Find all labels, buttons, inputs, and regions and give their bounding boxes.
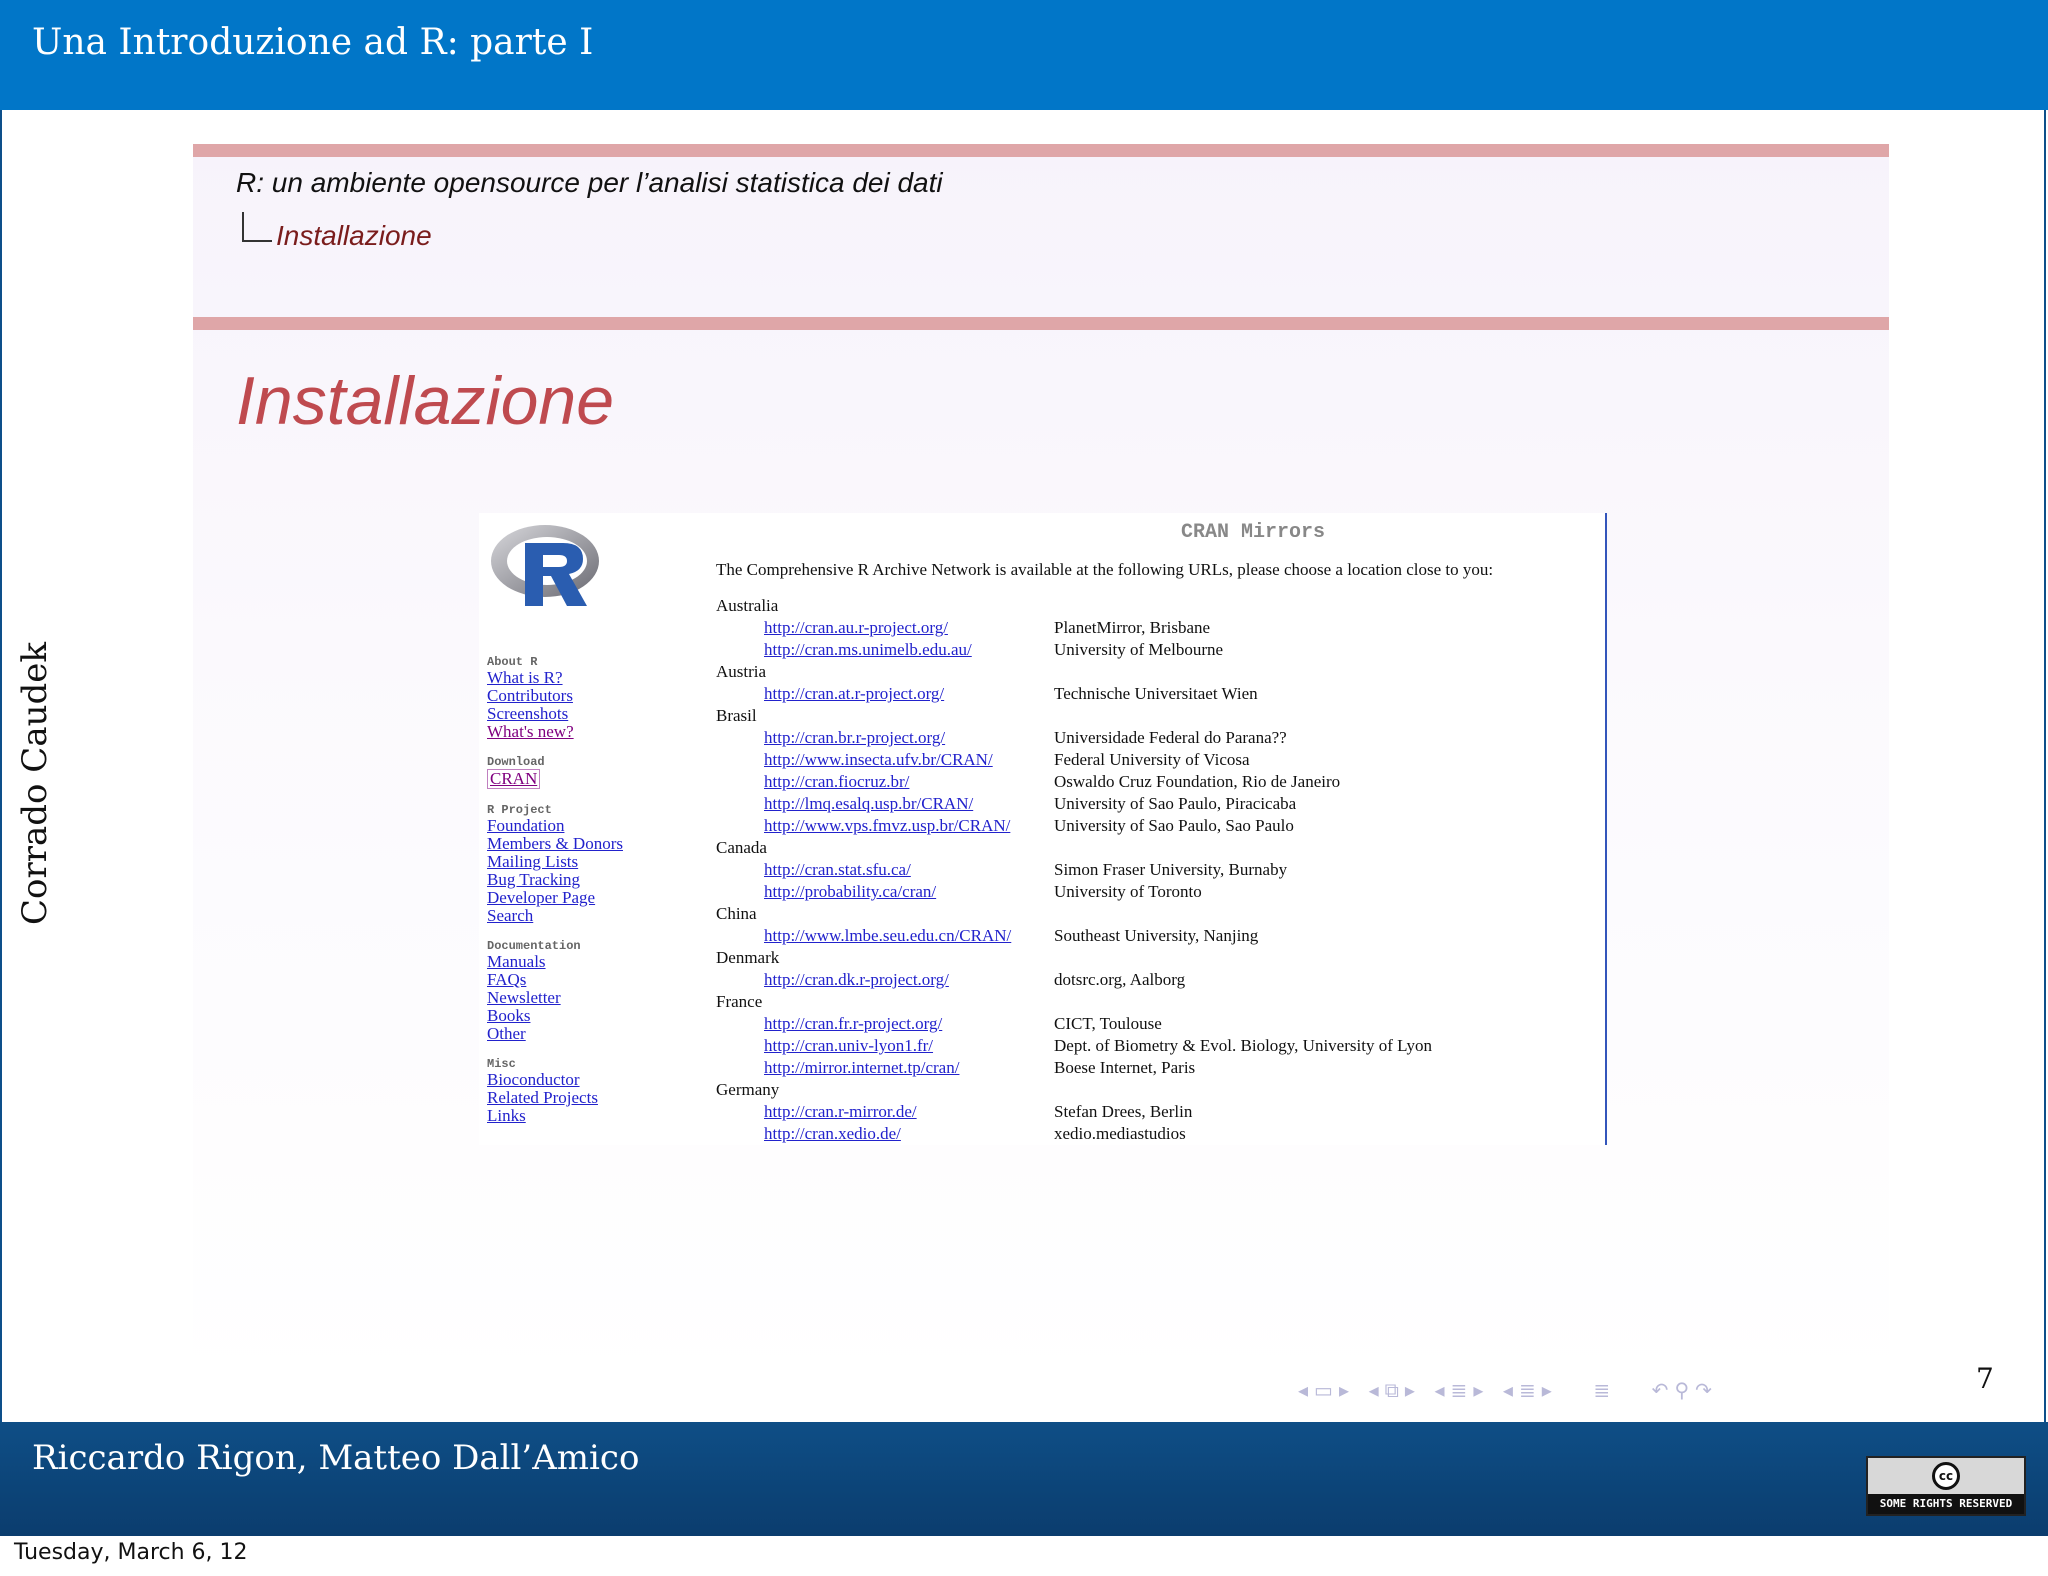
subsection-icon[interactable]: ⧉ xyxy=(1384,1380,1399,1402)
presentation-header xyxy=(0,0,2048,110)
nav-arrow-left-icon[interactable]: ◂ xyxy=(1502,1380,1513,1402)
cran-mirrors-title: CRAN Mirrors xyxy=(1180,521,1326,544)
mirror-link[interactable]: http://cran.at.r-project.org/ xyxy=(764,684,945,703)
mirror-row xyxy=(716,727,1596,749)
country-label: Brasil xyxy=(716,706,757,725)
sidebar-link[interactable]: Manuals xyxy=(487,952,546,971)
nav-arrow-right-icon[interactable]: ▸ xyxy=(1404,1380,1415,1402)
mirror-host: Oswaldo Cruz Foundation, Rio de Janeiro xyxy=(1054,772,1341,791)
sidebar-heading: Download xyxy=(487,755,545,769)
mirror-row xyxy=(716,859,1596,881)
mirror-link[interactable]: http://www.lmbe.seu.edu.cn/CRAN/ xyxy=(764,926,1012,945)
mirror-host: Southeast University, Nanjing xyxy=(1054,926,1259,945)
sidebar-link[interactable]: CRAN xyxy=(487,769,540,789)
mirror-row xyxy=(716,1123,1596,1145)
mirror-host: Simon Fraser University, Burnaby xyxy=(1054,860,1288,879)
mirror-link[interactable]: http://cran.br.r-project.org/ xyxy=(764,728,946,747)
mirror-host: CICT, Toulouse xyxy=(1054,1014,1162,1033)
cc-license-badge xyxy=(1866,1456,2026,1516)
mirror-link[interactable]: http://cran.univ-lyon1.fr/ xyxy=(764,1036,934,1055)
mirror-row xyxy=(716,925,1596,947)
cran-sidebar xyxy=(487,655,667,1125)
mirror-host: Universidade Federal do Parana?? xyxy=(1054,728,1287,747)
undo-icon[interactable]: ↶ xyxy=(1651,1380,1669,1402)
mirror-row xyxy=(716,683,1596,705)
side-author: Corrado Caudek xyxy=(15,642,55,925)
cc-icon: cc xyxy=(1932,1462,1960,1490)
mirror-host: University of Toronto xyxy=(1054,882,1202,901)
mirror-row xyxy=(716,771,1596,793)
breadcrumb-section: R: un ambiente opensource per l’analisi statistica dei dati xyxy=(236,167,943,198)
mirror-row xyxy=(716,1013,1596,1035)
document-icon[interactable]: ≣ xyxy=(1518,1380,1536,1402)
sidebar-link[interactable]: Other xyxy=(487,1024,526,1043)
mirror-row xyxy=(716,1101,1596,1123)
mirror-link[interactable]: http://mirror.internet.tp/cran/ xyxy=(764,1058,960,1077)
nav-arrow-right-icon[interactable]: ▸ xyxy=(1473,1380,1484,1402)
sidebar-link[interactable]: Newsletter xyxy=(487,988,561,1007)
appendix-icon[interactable]: ≣ xyxy=(1593,1380,1611,1402)
breadcrumb-top-bar xyxy=(193,144,1889,157)
presentation-title: Una Introduzione ad R: parte I xyxy=(32,22,594,63)
sidebar-link[interactable]: What is R? xyxy=(487,668,563,687)
sidebar-link[interactable]: Mailing Lists xyxy=(487,852,579,871)
mirror-host: Federal University of Vicosa xyxy=(1054,750,1250,769)
mirror-row xyxy=(716,639,1596,661)
mirror-link[interactable]: http://cran.dk.r-project.org/ xyxy=(764,970,949,989)
sidebar-link[interactable]: Contributors xyxy=(487,686,573,705)
beamer-navigation xyxy=(1298,1378,1718,1404)
mirror-link[interactable]: http://cran.au.r-project.org/ xyxy=(764,618,948,637)
section-icon[interactable]: ≣ xyxy=(1450,1380,1468,1402)
mirror-host: University of Sao Paulo, Sao Paulo xyxy=(1054,816,1294,835)
sidebar-link[interactable]: Foundation xyxy=(487,816,565,835)
mirror-list xyxy=(716,595,1596,1145)
page-number: 7 xyxy=(1976,1362,1994,1395)
mirror-link[interactable]: http://cran.fr.r-project.org/ xyxy=(764,1014,943,1033)
sidebar-link[interactable]: Links xyxy=(487,1106,526,1125)
nav-arrow-left-icon[interactable]: ◂ xyxy=(1368,1380,1379,1402)
mirror-host: dotsrc.org, Aalborg xyxy=(1054,970,1186,989)
sidebar-link[interactable]: Related Projects xyxy=(487,1088,598,1107)
sidebar-link[interactable]: Search xyxy=(487,906,534,925)
sidebar-heading: About R xyxy=(487,655,538,669)
sidebar-heading: Documentation xyxy=(487,939,581,953)
mirror-link[interactable]: http://cran.stat.sfu.ca/ xyxy=(764,860,911,879)
redo-icon[interactable]: ↷ xyxy=(1695,1380,1712,1402)
mirror-row xyxy=(716,1035,1596,1057)
mirror-row xyxy=(716,969,1596,991)
footer-authors: Riccardo Rigon, Matteo Dall’Amico xyxy=(32,1438,640,1478)
sidebar-link[interactable]: Members & Donors xyxy=(487,834,623,853)
country-label: Australia xyxy=(716,596,779,615)
country-label: Denmark xyxy=(716,948,780,967)
mirror-host: Boese Internet, Paris xyxy=(1054,1058,1196,1077)
presentation-footer xyxy=(0,1422,2048,1536)
date-stamp: Tuesday, March 6, 12 xyxy=(14,1540,248,1565)
breadcrumb-subsection: Installazione xyxy=(276,220,432,251)
cc-license-text: SOME RIGHTS RESERVED xyxy=(1868,1494,2024,1514)
mirror-host: Stefan Drees, Berlin xyxy=(1054,1102,1193,1121)
cran-intro-text: The Comprehensive R Archive Network is available at the following URLs, please choose a location close to you: xyxy=(716,560,1494,579)
sidebar-link[interactable]: Developer Page xyxy=(487,888,596,907)
mirror-link[interactable]: http://cran.r-mirror.de/ xyxy=(764,1102,917,1121)
country-label: Austria xyxy=(716,662,767,681)
mirror-row xyxy=(716,1057,1596,1079)
sidebar-link[interactable]: Bug Tracking xyxy=(487,870,581,889)
mirror-host: University of Sao Paulo, Piracicaba xyxy=(1054,794,1297,813)
nav-arrow-right-icon[interactable]: ▸ xyxy=(1338,1380,1349,1402)
mirror-row xyxy=(716,749,1596,771)
country-label: France xyxy=(716,992,763,1011)
sidebar-link[interactable]: Screenshots xyxy=(487,704,569,723)
mirror-host: xedio.mediastudios xyxy=(1054,1124,1186,1143)
sidebar-link[interactable]: Books xyxy=(487,1006,531,1025)
country-label: Germany xyxy=(716,1080,780,1099)
mirror-link[interactable]: http://www.insecta.ufv.br/CRAN/ xyxy=(764,750,993,769)
country-label: China xyxy=(716,904,757,923)
sidebar-heading: R Project xyxy=(487,803,552,817)
mirror-link[interactable]: http://cran.xedio.de/ xyxy=(764,1124,901,1143)
sidebar-link[interactable]: FAQs xyxy=(487,970,527,989)
cran-screenshot xyxy=(479,513,1607,1145)
cran-right-border xyxy=(1605,513,1607,1145)
mirror-host: Technische Universitaet Wien xyxy=(1054,684,1258,703)
nav-arrow-left-icon[interactable]: ◂ xyxy=(1298,1380,1309,1402)
sidebar-heading: Misc xyxy=(487,1057,516,1071)
mirror-host: University of Melbourne xyxy=(1054,640,1224,659)
mirror-link[interactable]: http://lmq.esalq.usp.br/CRAN/ xyxy=(764,794,974,813)
nav-arrow-right-icon[interactable]: ▸ xyxy=(1541,1380,1552,1402)
tree-corner-icon xyxy=(242,212,272,242)
sidebar-link[interactable]: What's new? xyxy=(487,722,574,741)
mirror-host: Dept. of Biometry & Evol. Biology, University of Lyon xyxy=(1054,1036,1433,1055)
mirror-row xyxy=(716,617,1596,639)
mirror-link[interactable]: http://probability.ca/cran/ xyxy=(764,882,937,901)
search-icon[interactable]: ⚲ xyxy=(1674,1380,1690,1402)
mirror-row xyxy=(716,793,1596,815)
breadcrumb-bottom-bar xyxy=(193,317,1889,330)
mirror-host: PlanetMirror, Brisbane xyxy=(1054,618,1211,637)
mirror-link[interactable]: http://cran.ms.unimelb.edu.au/ xyxy=(764,640,972,659)
mirror-link[interactable]: http://cran.fiocruz.br/ xyxy=(764,772,910,791)
mirror-link[interactable]: http://www.vps.fmvz.usp.br/CRAN/ xyxy=(764,816,1011,835)
frame-icon[interactable]: ▭ xyxy=(1314,1380,1333,1402)
country-label: Canada xyxy=(716,838,767,857)
sidebar-link[interactable]: Bioconductor xyxy=(487,1070,580,1089)
mirror-row xyxy=(716,881,1596,903)
mirror-row xyxy=(716,815,1596,837)
nav-arrow-left-icon[interactable]: ◂ xyxy=(1434,1380,1445,1402)
frame-title: Installazione xyxy=(236,363,615,439)
